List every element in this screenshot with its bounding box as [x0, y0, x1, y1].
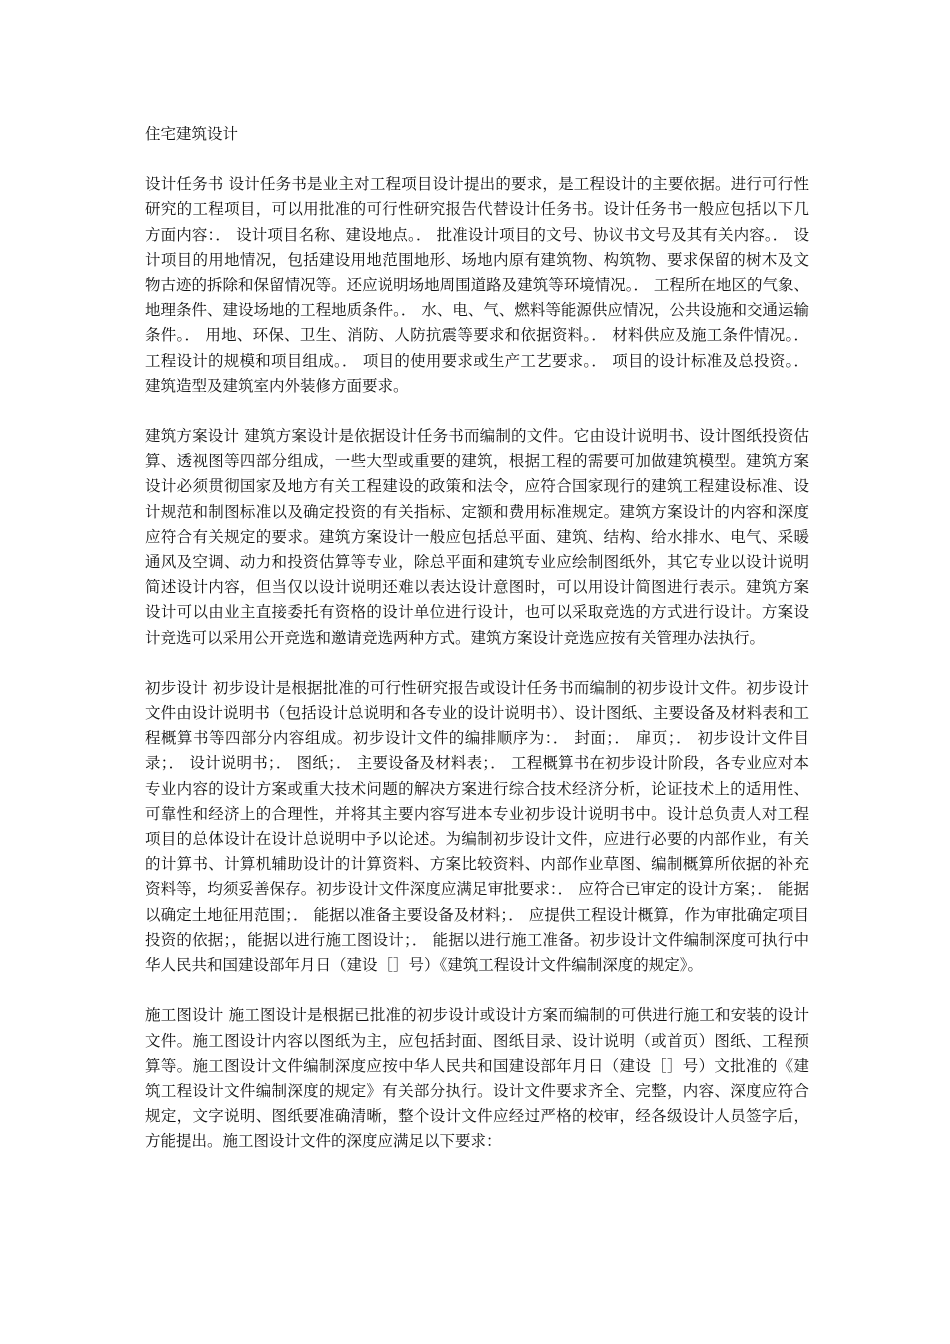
document-page — [145, 122, 809, 1180]
document-title: 住宅建筑设计 — [145, 125, 239, 143]
section-heading: 建筑方案设计 — [145, 427, 240, 446]
section-heading: 初步设计 — [145, 678, 208, 697]
section-body: 施工图设计是根据已批准的初步设计或设计方案而编制的可供进行施工和安装的设计文件。施工图设计内容以图纸为主，应包括封面、图纸目录、设计说明（或首页）图纸、工程预算等。施工图设计文件编制深度应按中华人民共和国建设部年月日（建设［］号）文批准的《建筑工程设计文件编制深度的规定》有关部分执行。设计文件要求齐全、完整，内容、深度应符合规定，文字说明、图纸要准确清晰，整个设计文件应经过严格的校审，经各级设计人员签字后，方能提出。施工图设计文件的深度应满足以下要求： — [145, 1006, 809, 1151]
section-construction-drawing-design — [145, 1003, 809, 1154]
section-paragraph — [145, 424, 809, 651]
section-paragraph — [145, 676, 809, 978]
section-preliminary-design — [145, 676, 809, 978]
section-body: 设计任务书是业主对工程项目设计提出的要求，是工程设计的主要依据。进行可行性研究的工程项目，可以用批准的可行性研究报告代替设计任务书。设计任务书一般应包括以下几方面内容：． 设计项目名称、建设地点。． 批准设计项目的文号、协议书文号及其有关内容。． 设计项目的用地情况，包括建设用地范围地形、场地内原有建筑物、构筑物、要求保留的树木及文物古迹的拆除和保留情况等。还应说明场地周围道路及建筑等环境情况。． 工程所在地区的气象、地理条件、建设场地的工程地质条件。． 水、电、气、燃料等能源供应情况，公共设施和交通运输条件。． 用地、环保、卫生、消防、人防抗震等要求和依据资料。． 材料供应及施工条件情况。． 工程设计的规模和项目组成。． 项目的使用要求或生产工艺要求。． 项目的设计标准及总投资。． 建筑造型及建筑室内外装修方面要求。 — [145, 175, 809, 395]
section-body: 建筑方案设计是依据设计任务书而编制的文件。它由设计说明书、设计图纸投资估算、透视图等四部分组成，一些大型或重要的建筑，根据工程的需要可加做建筑模型。建筑方案设计必须贯彻国家及地方有关工程建设的政策和法令，应符合国家现行的建筑工程建设标准、设计规范和制图标准以及确定投资的有关指标、定额和费用标准规定。建筑方案设计的内容和深度应符合有关规定的要求。建筑方案设计一般应包括总平面、建筑、结构、给水排水、电气、采暖通风及空调、动力和投资估算等专业，除总平面和建筑专业应绘制图纸外，其它专业以设计说明简述设计内容，但当仅以设计说明还难以表达设计意图时，可以用设计简图进行表示。建筑方案设计可以由业主直接委托有资格的设计单位进行设计，也可以采取竞选的方式进行设计。方案设计竞选可以采用公开竞选和邀请竞选两种方式。建筑方案设计竞选应按有关管理办法执行。 — [145, 427, 809, 647]
section-design-brief — [145, 172, 809, 399]
section-body: 初步设计是根据批准的可行性研究报告或设计任务书而编制的初步设计文件。初步设计文件由设计说明书（包括设计总说明和各专业的设计说明书）、设计图纸、主要设备及材料表和工程概算书等四部分内容组成。初步设计文件的编排顺序为：． 封面；． 扉页；． 初步设计文件目录；． 设计说明书；． 图纸；． 主要设备及材料表；． 工程概算书在初步设计阶段，各专业应对本专业内容的设计方案或重大技术问题的解决方案进行综合技术经济分析，论证技术上的适用性、可靠性和经济上的合理性，并将其主要内容写进本专业初步设计说明书中。设计总负责人对工程项目的总体设计在设计总说明中予以论述。为编制初步设计文件，应进行必要的内部作业，有关的计算书、计算机辅助设计的计算资料、方案比较资料、内部作业草图、编制概算所依据的补充资料等，均须妥善保存。初步设计文件深度应满足审批要求：． 应符合已审定的设计方案；． 能据以确定土地征用范围；． 能据以准备主要设备及材料；． 应提供工程设计概算，作为审批确定项目投资的依据；，能据以进行施工图设计；． 能据以进行施工准备。初步设计文件编制深度可执行中华人民共和国建设部年月日（建设［］号）《建筑工程设计文件编制深度的规定》。 — [145, 678, 809, 975]
section-heading: 施工图设计 — [145, 1006, 224, 1025]
section-paragraph — [145, 1003, 809, 1154]
section-paragraph — [145, 172, 809, 399]
section-heading: 设计任务书 — [145, 175, 224, 194]
section-scheme-design — [145, 424, 809, 651]
